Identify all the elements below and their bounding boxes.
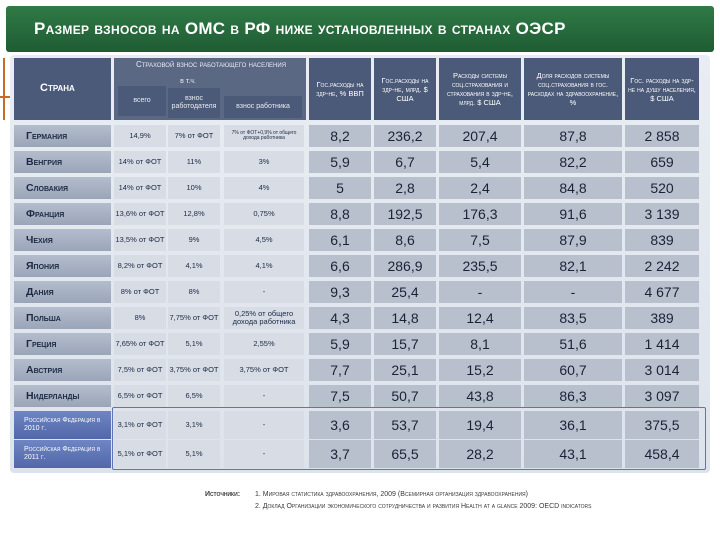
cell-employee: 4,1%	[224, 255, 304, 277]
cell-employee: 2,55%	[224, 333, 304, 355]
country-cell: Греция	[14, 333, 111, 355]
cell-employer: 3,75% от ФОТ	[168, 359, 220, 381]
cell-gdp: 4,3	[309, 307, 371, 329]
cell-total: 8%	[114, 307, 166, 329]
sources-label: Источники:	[205, 491, 241, 498]
cell-employer: 7,75% от ФОТ	[168, 307, 220, 329]
cell-employer: 4,1%	[168, 255, 220, 277]
cell-employee: 0,25% от общего дохода работника	[224, 307, 304, 329]
cell-total: 13,5% от ФОТ	[114, 229, 166, 251]
cell-social-share: 60,7	[524, 359, 622, 381]
cell-total: 7,65% от ФОТ	[114, 333, 166, 355]
cell-employer: 6,5%	[168, 385, 220, 407]
header-social-share: Доля расходов системы соц.страхования в гос. расходах на здравоохранение, %	[524, 58, 622, 120]
cell-employee: -	[224, 440, 304, 468]
cell-employee: -	[224, 281, 304, 303]
country-cell: Российская Федерация в 2011 г.	[14, 440, 111, 468]
country-cell: Дания	[14, 281, 111, 303]
cell-social-share: 82,2	[524, 151, 622, 173]
cell-per-capita: 1 414	[625, 333, 699, 355]
cell-total: 14% от ФОТ	[114, 151, 166, 173]
cell-usd-bn: 25,1	[374, 359, 436, 381]
cell-gdp: 3,6	[309, 411, 371, 439]
cell-total: 14,9%	[114, 125, 166, 147]
cell-gdp: 7,7	[309, 359, 371, 381]
cell-employer: 7% от ФОТ	[168, 125, 220, 147]
header-usd-bn: Гос.расходы на здр-не, млрд. $ США	[374, 58, 436, 120]
header-gdp: Гос.расходы на здр-не, % ВВП	[309, 58, 371, 120]
cell-gdp: 9,3	[309, 281, 371, 303]
country-cell: Нидерланды	[14, 385, 111, 407]
cell-employee: -	[224, 411, 304, 439]
cell-per-capita: 659	[625, 151, 699, 173]
cell-total: 8% от ФОТ	[114, 281, 166, 303]
cell-social-share: 36,1	[524, 411, 622, 439]
cell-social-bn: 2,4	[439, 177, 521, 199]
cell-total: 6,5% от ФОТ	[114, 385, 166, 407]
cell-social-bn: 8,1	[439, 333, 521, 355]
cell-employer: 12,8%	[168, 203, 220, 225]
cell-social-bn: 235,5	[439, 255, 521, 277]
cell-usd-bn: 286,9	[374, 255, 436, 277]
header-country: Страна	[14, 58, 111, 120]
cell-employer: 9%	[168, 229, 220, 251]
cell-employee: 4,5%	[224, 229, 304, 251]
country-cell: Австрия	[14, 359, 111, 381]
cell-social-share: 84,8	[524, 177, 622, 199]
cell-usd-bn: 53,7	[374, 411, 436, 439]
cell-social-share: 91,6	[524, 203, 622, 225]
cell-social-share: -	[524, 281, 622, 303]
cell-social-bn: 7,5	[439, 229, 521, 251]
cell-social-bn: 5,4	[439, 151, 521, 173]
header-contribution-label: Страховой взнос работающего населения	[135, 60, 287, 69]
country-cell: Франция	[14, 203, 111, 225]
country-cell: Германия	[14, 125, 111, 147]
cell-gdp: 8,8	[309, 203, 371, 225]
cell-per-capita: 520	[625, 177, 699, 199]
cell-social-share: 43,1	[524, 440, 622, 468]
cell-employer: 11%	[168, 151, 220, 173]
cell-per-capita: 389	[625, 307, 699, 329]
cell-employee: 3,75% от ФОТ	[224, 359, 304, 381]
cell-usd-bn: 14,8	[374, 307, 436, 329]
cell-social-share: 87,8	[524, 125, 622, 147]
cell-total: 7,5% от ФОТ	[114, 359, 166, 381]
cell-usd-bn: 25,4	[374, 281, 436, 303]
cell-total: 8,2% от ФОТ	[114, 255, 166, 277]
header-including: в т.ч.	[180, 77, 196, 85]
cell-per-capita: 3 097	[625, 385, 699, 407]
cell-per-capita: 375,5	[625, 411, 699, 439]
cell-per-capita: 458,4	[625, 440, 699, 468]
cell-social-bn: 28,2	[439, 440, 521, 468]
header-per-capita: Гос. расходы на здр-не на душу населения, $ США	[625, 58, 699, 120]
cell-gdp: 6,6	[309, 255, 371, 277]
cell-employer: 5,1%	[168, 440, 220, 468]
cell-gdp: 7,5	[309, 385, 371, 407]
accent-line-vertical	[3, 58, 5, 120]
cell-total: 14% от ФОТ	[114, 177, 166, 199]
header-employee: взнос работника	[224, 96, 302, 118]
cell-usd-bn: 236,2	[374, 125, 436, 147]
header-social-bn: Расходы системы соц.страхования и страхования в здр-не, млрд. $ США	[439, 58, 521, 120]
source-line-1: 1. Мировая статистика здравоохранения, 2009 (Всемирная организация здравоохранения)	[255, 491, 529, 498]
cell-usd-bn: 50,7	[374, 385, 436, 407]
cell-per-capita: 4 677	[625, 281, 699, 303]
source-line-2: 2. Доклад Организации экономического сотрудничества и развития Health at a glance 2009: OECD indicators	[255, 503, 592, 510]
country-cell: Польша	[14, 307, 111, 329]
cell-employer: 5,1%	[168, 333, 220, 355]
cell-gdp: 8,2	[309, 125, 371, 147]
country-cell: Чехия	[14, 229, 111, 251]
country-cell: Российская Федерация в 2010 г.	[14, 411, 111, 439]
cell-gdp: 5	[309, 177, 371, 199]
cell-usd-bn: 2,8	[374, 177, 436, 199]
cell-gdp: 3,7	[309, 440, 371, 468]
cell-gdp: 5,9	[309, 151, 371, 173]
cell-per-capita: 3 014	[625, 359, 699, 381]
cell-usd-bn: 192,5	[374, 203, 436, 225]
header-employer: взнос работодателя	[168, 88, 220, 118]
cell-usd-bn: 8,6	[374, 229, 436, 251]
cell-social-share: 83,5	[524, 307, 622, 329]
cell-per-capita: 2 242	[625, 255, 699, 277]
cell-total: 13,6% от ФОТ	[114, 203, 166, 225]
header-total: всего	[118, 86, 166, 116]
accent-line-left	[0, 96, 10, 98]
cell-social-share: 51,6	[524, 333, 622, 355]
cell-social-share: 87,9	[524, 229, 622, 251]
cell-social-bn: 43,8	[439, 385, 521, 407]
cell-usd-bn: 6,7	[374, 151, 436, 173]
cell-social-bn: 176,3	[439, 203, 521, 225]
cell-per-capita: 839	[625, 229, 699, 251]
cell-employee: 0,75%	[224, 203, 304, 225]
cell-employee: -	[224, 385, 304, 407]
cell-per-capita: 3 139	[625, 203, 699, 225]
cell-social-share: 86,3	[524, 385, 622, 407]
country-cell: Венгрия	[14, 151, 111, 173]
cell-employer: 10%	[168, 177, 220, 199]
cell-total: 3,1% от ФОТ	[114, 411, 166, 439]
cell-total: 5,1% от ФОТ	[114, 440, 166, 468]
cell-social-bn: -	[439, 281, 521, 303]
cell-usd-bn: 15,7	[374, 333, 436, 355]
cell-per-capita: 2 858	[625, 125, 699, 147]
cell-employer: 3,1%	[168, 411, 220, 439]
cell-social-bn: 19,4	[439, 411, 521, 439]
cell-gdp: 6,1	[309, 229, 371, 251]
cell-usd-bn: 65,5	[374, 440, 436, 468]
cell-employee: 3%	[224, 151, 304, 173]
cell-social-share: 82,1	[524, 255, 622, 277]
cell-employer: 8%	[168, 281, 220, 303]
cell-social-bn: 207,4	[439, 125, 521, 147]
slide-title: Размер взносов на ОМС в РФ ниже установленных в странах ОЭСР	[6, 6, 714, 52]
cell-employee: 7% от ФОТ+0,9% от общего дохода работника	[224, 125, 304, 147]
russia-highlight-frame	[112, 407, 706, 470]
cell-social-bn: 12,4	[439, 307, 521, 329]
cell-gdp: 5,9	[309, 333, 371, 355]
cell-employee: 4%	[224, 177, 304, 199]
country-cell: Япония	[14, 255, 111, 277]
cell-social-bn: 15,2	[439, 359, 521, 381]
country-cell: Словакия	[14, 177, 111, 199]
